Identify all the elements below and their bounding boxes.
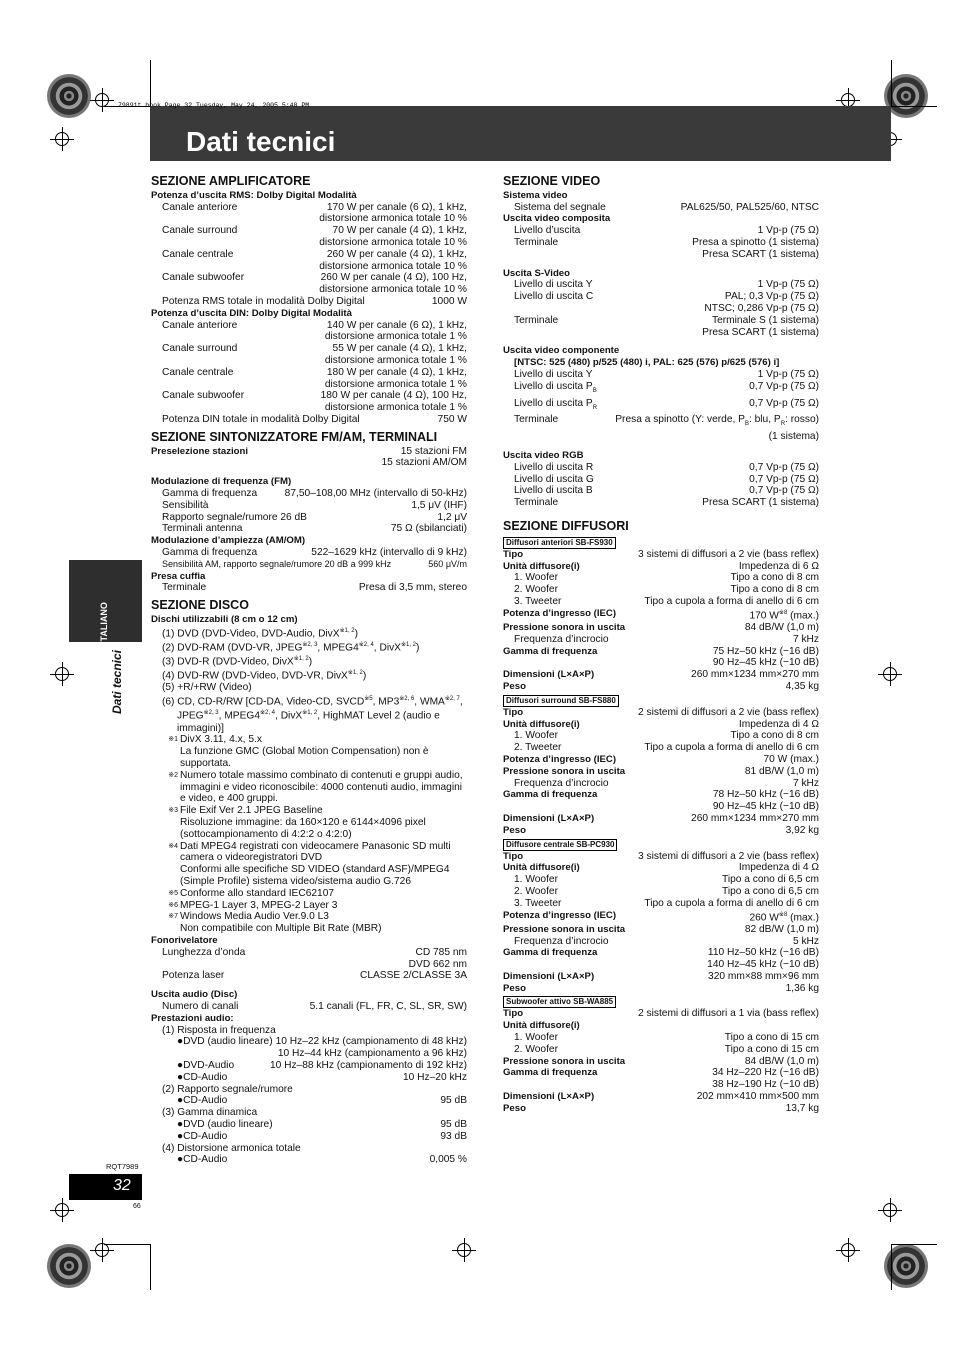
right-column [503, 176, 819, 1115]
speaker-box-center: Diffusore centrale SB-PC930 [503, 839, 617, 851]
spec-row: Canale subwoofer 260 W per canale (4 Ω), 100 Hz, [162, 272, 467, 284]
perf-item: (3) Gamma dinamica [162, 1107, 258, 1119]
spec-row: Potenza RMS totale in modalità Dolby Digital 1000 W [162, 295, 467, 307]
crosshair-icon [90, 88, 114, 112]
spec-row: Canale surround 70 W per canale (4 Ω), 1 kHz, [162, 225, 467, 237]
crosshair-icon [452, 1238, 476, 1262]
spec-row: Peso 4,35 kg [503, 680, 819, 692]
disc-item: (5) +R/+RW (Video) [162, 682, 252, 694]
footnote: ※5 Conforme allo standard IEC62107 [168, 887, 335, 899]
din-title: Potenza d’uscita DIN: Dolby Digital Modalità [151, 307, 352, 319]
speaker-box-subwoofer: Subwoofer attivo SB-WA885 [503, 996, 616, 1008]
crosshair-icon [878, 662, 902, 686]
crosshair-icon [878, 1198, 902, 1222]
spec-row: Unità diffusore(i) Impedenza di 4 Ω [503, 718, 819, 730]
spec-value: distorsione armonica totale 1 % [324, 331, 467, 343]
fm-title: Modulazione di frequenza (FM) [151, 476, 292, 488]
language-tab [69, 560, 142, 642]
footnote: ※1 DivX 3.11, 4.x, 5.x La funzione GMC (Global Motion Compensation) non è supportata. [168, 734, 429, 769]
spec-row: 3. Tweeter Tipo a cupola a forma di anello di 6 cm [514, 596, 819, 607]
spec-row: ●DVD-Audio 10 Hz–88 kHz (campionamento di 192 kHz) [177, 1059, 467, 1071]
perf-item: (2) Rapporto segnale/rumore [162, 1083, 293, 1095]
spec-row: Pressione sonora in uscita 81 dB/W (1,0 m) [503, 765, 819, 777]
registration-dot [47, 1244, 91, 1288]
spec-row: Rapporto segnale/rumore 26 dB 1,2 μV [162, 511, 467, 523]
spec-row: Unità diffusore(i) Impedenza di 4 Ω [503, 862, 819, 874]
spec-row: ●CD-Audio 10 Hz–20 kHz [177, 1071, 467, 1083]
spec-row: ●CD-Audio 0,005 % [177, 1154, 467, 1166]
footnote: ※7 Windows Media Audio Ver.9.0 L3 Non compatibile con Multiple Bit Rate (MBR) [168, 911, 382, 935]
spec-value: DVD 662 nm [408, 958, 467, 970]
disc-item: immagini)] [177, 722, 224, 734]
spec-row: Livello d’uscita 1 Vp-p (75 Ω) [514, 225, 819, 237]
spec-value: 90 Hz–45 kHz (−10 dB) [712, 801, 819, 813]
svideo-title: Uscita S-Video [503, 267, 571, 279]
audio-out-title: Uscita audio (Disc) [151, 989, 238, 1001]
crosshair-icon [90, 1238, 114, 1262]
spec-row: ●DVD (audio lineare) 95 dB [177, 1118, 467, 1130]
registration-dot [47, 74, 91, 118]
spec-row: Terminale Presa a spinotto (Y: verde, $P_B$: blu, $P_R$: rosso) [514, 414, 819, 428]
spec-row: Preselezione stazioni 15 stazioni FM [151, 445, 467, 457]
spec-row: Livello di uscita R 0,7 Vp-p (75 Ω) [514, 461, 819, 473]
spec-value: distorsione armonica totale 10 % [319, 213, 467, 225]
spec-row: Numero di canali 5.1 canali (FL, FR, C, SL, SR, SW) [162, 1000, 467, 1012]
spec-row: Terminali antenna 75 Ω (sbilanciati) [162, 523, 467, 535]
spec-value: Presa SCART (1 sistema) [702, 326, 819, 338]
file-info: 79891t.book Page 32 Tuesday, May 24, 2005 5:48 PM [118, 102, 310, 109]
am-title: Modulazione d’ampiezza (AM/OM) [151, 535, 306, 547]
spec-value: distorsione armonica totale 1 % [324, 354, 467, 366]
spec-row: 2. Woofer Tipo a cono di 6,5 cm [514, 885, 819, 897]
spec-row: Tipo 3 sistemi di diffusori a 2 vie (bass reflex) [503, 850, 819, 862]
spec-row: Potenza laser CLASSE 2/CLASSE 3A [162, 970, 467, 982]
spec-row: 2. Tweeter Tipo a cupola a forma di anello di 6 cm [514, 742, 819, 754]
spec-value: NTSC; 0,286 Vp-p (75 Ω) [704, 302, 819, 314]
spec-row: Potenza DIN totale in modalità Dolby Digital 750 W [162, 413, 467, 425]
header-bar [118, 102, 891, 161]
spec-row: Tipo 3 sistemi di diffusori a 2 vie (bass reflex) [503, 548, 819, 560]
spec-value: 15 stazioni AM/OM [381, 457, 467, 469]
footnote: ※4 Dati MPEG4 registrati con videocamere Panasonic SD multi camera o videoregistratori DVD Conformi alle specifiche SD VIDEO (standard ASF)/MPEG4 (Simple Profile) sistema video/sistema audio G.726 [168, 840, 451, 887]
footnote: ※6 MPEG-1 Layer 3, MPEG-2 Layer 3 [168, 899, 338, 911]
spec-row: Peso 13,7 kg [503, 1102, 819, 1114]
spec-row: Livello di uscita Y 1 Vp-p (75 Ω) [514, 368, 819, 380]
rgb-title: Uscita video RGB [503, 450, 584, 462]
disc-item: (6) CD, CD-R/RW [CD-DA, Video-CD, SVCD$^{※5}$, MP3$^{※2, 6}$, WMA$^{※2, 7}$, [162, 696, 463, 708]
spec-row: Gamma di frequenza 75 Hz–50 kHz (−16 dB) [503, 645, 819, 657]
spec-row: Peso 1,36 kg [503, 982, 819, 994]
video-system-title: Sistema video [503, 189, 568, 201]
footnote: ※3 File Exif Ver 2.1 JPEG Baseline Risoluzione immagine: da 160×120 e 6144×4096 pixel (sottocampionamento di 4:2:2 o 4:2:0) [168, 805, 426, 840]
spec-value: 38 Hz–190 Hz (−10 dB) [712, 1079, 819, 1091]
amplifier-title: SEZIONE AMPLIFICATORE [151, 174, 311, 188]
spec-row: Livello di uscita B 0,7 Vp-p (75 Ω) [514, 485, 819, 497]
disc-item: JPEG$^{※2, 3}$, MPEG4$^{※2, 4}$, DivX$^{※1, 2}$, HighMAT Level 2 (audio e [177, 710, 440, 722]
component-title: Uscita video componente [503, 345, 620, 357]
spec-value: distorsione armonica totale 1 % [324, 378, 467, 390]
crosshair-icon [836, 1238, 860, 1262]
page-number-box [69, 1174, 142, 1200]
spec-row: Livello di uscita $P_R$ 0,7 Vp-p (75 Ω) [514, 397, 819, 411]
spec-row: Peso 3,92 kg [503, 824, 819, 836]
spec-row: Dimensioni (L×A×P) 260 mm×1234 mm×270 mm [503, 812, 819, 824]
spec-value: distorsione armonica totale 10 % [319, 284, 467, 296]
perf-item: (1) Risposta in frequenza [162, 1024, 276, 1036]
pickup-title: Fonorivelatore [151, 934, 218, 946]
speaker-box-surround: Diffusori surround SB-FS880 [503, 695, 619, 707]
spec-row: Unità diffusore(i) [503, 1020, 580, 1032]
spec-row: ●CD-Audio 95 dB [177, 1095, 467, 1107]
spec-row: Sensibilità AM, rapporto segnale/rumore 20 dB a 999 kHz 560 μV/m [162, 558, 467, 569]
perf-title: Prestazioni audio: [151, 1012, 234, 1024]
phones-title: Presa cuffia [151, 570, 206, 582]
spec-row: Dimensioni (L×A×P) 202 mm×410 mm×500 mm [503, 1091, 819, 1103]
spec-value: Presa SCART (1 sistema) [702, 248, 819, 260]
composite-title: Uscita video composita [503, 213, 611, 225]
spec-row: Terminale Terminale S (1 sistema) [514, 314, 819, 326]
spec-row: 1. Woofer Tipo a cono di 8 cm [514, 730, 819, 742]
component-note: [NTSC: 525 (480) p/525 (480) i, PAL: 625 (576) p/625 (576) i] [514, 357, 780, 369]
spec-row: 2. Woofer Tipo a cono di 8 cm [514, 584, 819, 596]
spec-row: 1. Woofer Tipo a cono di 6,5 cm [514, 874, 819, 886]
page-number: 32 [113, 1177, 131, 1194]
tuner-title: SEZIONE SINTONIZZATORE FM/AM, TERMINALI [151, 429, 438, 444]
spec-row: Canale centrale 260 W per canale (4 Ω), 1 kHz, [162, 248, 467, 260]
spec-row: ●CD-Audio 93 dB [177, 1130, 467, 1142]
usable-discs-title: Dischi utilizzabili (8 cm o 12 cm) [151, 613, 298, 625]
spec-row: Livello di uscita Y 1 Vp-p (75 Ω) [514, 279, 819, 291]
spec-value: 140 Hz–45 kHz (−10 dB) [707, 959, 819, 971]
spec-row: Frequenza d’incrocio 7 kHz [514, 633, 819, 645]
spec-row: Pressione sonora in uscita 84 dB/W (1,0 m) [503, 621, 819, 633]
spec-row: Frequenza d’incrocio 7 kHz [514, 777, 819, 789]
spec-row: Dimensioni (L×A×P) 260 mm×1234 mm×270 mm [503, 669, 819, 681]
spec-row: Potenza d’ingresso (IEC) 260 $W^{※8}$ (max.) [503, 909, 819, 923]
spec-value: distorsione armonica totale 10 % [319, 236, 467, 248]
spec-row: Canale surround 55 W per canale (4 Ω), 1 kHz, [162, 343, 467, 355]
spec-row: Gamma di frequenza 522–1629 kHz (intervallo di 9 kHz) [162, 546, 467, 558]
spec-value: (1 sistema) [768, 431, 819, 443]
spec-row: Livello di uscita G 0,7 Vp-p (75 Ω) [514, 473, 819, 485]
disc-item: (4) DVD-RW (DVD-Video, DVD-VR, DivX$^{※1, 2}$) [162, 670, 367, 682]
spec-row: Lunghezza d’onda CD 785 nm [162, 946, 467, 958]
crosshair-icon [50, 662, 74, 686]
spec-row: 2. Woofer Tipo a cono di 15 cm [514, 1043, 819, 1055]
spec-row: Tipo 2 sistemi di diffusori a 1 via (bass reflex) [503, 1008, 819, 1020]
spec-row: Livello di uscita C PAL; 0,3 Vp-p (75 Ω) [514, 291, 819, 303]
section-label: Dati tecnici [110, 650, 124, 715]
spec-row: Canale centrale 180 W per canale (4 Ω), 1 kHz, [162, 366, 467, 378]
spec-row: Sensibilità 1,5 μV (IHF) [162, 499, 467, 511]
crosshair-icon [50, 127, 74, 151]
spec-row: Unità diffusore(i) Impedenza di 6 Ω [503, 560, 819, 572]
spec-row: Terminale Presa di 3,5 mm, stereo [162, 582, 467, 594]
spec-row: 1. Woofer Tipo a cono di 8 cm [514, 572, 819, 584]
footnote: ※2 Numero totale massimo combinato di contenuti e gruppi audio, immagini e video riconoscibile: 4000 contenuti audio, immagini e video, e 400 gruppi. [168, 769, 463, 805]
disc-item: (3) DVD-R (DVD-Video, DivX$^{※1, 2}$) [162, 656, 313, 668]
spec-row: Terminale Presa a spinotto (1 sistema) [514, 236, 819, 248]
video-title: SEZIONE VIDEO [503, 174, 601, 188]
spec-value: 10 Hz–44 kHz (campionamento a 96 kHz) [277, 1048, 467, 1060]
spec-row: Potenza d’ingresso (IEC) 70 W (max.) [503, 753, 819, 765]
spec-row: Terminale Presa SCART (1 sistema) [514, 497, 819, 509]
spec-row: ●DVD (audio lineare) 10 Hz–22 kHz (campionamento di 48 kHz) [177, 1036, 467, 1048]
page-title: Dati tecnici [186, 126, 336, 157]
spec-row: Pressione sonora in uscita 84 dB/W (1,0 m) [503, 1055, 819, 1067]
spec-row: Gamma di frequenza 87,50–108,00 MHz (intervallo di 50-kHz) [162, 487, 467, 499]
language-label: ITALIANO [99, 602, 109, 644]
spec-row: Canale anteriore 170 W per canale (6 Ω), 1 kHz, [162, 201, 467, 213]
spec-value: distorsione armonica totale 1 % [324, 402, 467, 414]
spec-row: Pressione sonora in uscita 82 dB/W (1,0 m) [503, 923, 819, 935]
crosshair-icon [50, 1198, 74, 1222]
spec-row: Potenza d’ingresso (IEC) 170 $W^{※8}$ (max.) [503, 607, 819, 622]
speakers-title: SEZIONE DIFFUSORI [503, 519, 629, 534]
spec-row: Gamma di frequenza 34 Hz–220 Hz (−16 dB) [503, 1067, 819, 1079]
disc-title: SEZIONE DISCO [151, 598, 249, 613]
left-column [151, 176, 467, 1166]
spec-row: Tipo 2 sistemi di diffusori a 2 vie (bass reflex) [503, 706, 819, 718]
spec-row: Gamma di frequenza 110 Hz–50 kHz (−16 dB) [503, 947, 819, 959]
rms-title: Potenza d’uscita RMS: Dolby Digital Modalità [151, 189, 357, 201]
spec-value: distorsione armonica totale 10 % [319, 260, 467, 272]
spec-row: Dimensioni (L×A×P) 320 mm×88 mm×96 mm [503, 970, 819, 982]
spec-row: Frequenza d’incrocio 5 kHz [514, 935, 819, 947]
speaker-box-front: Diffusori anteriori SB-FS930 [503, 537, 616, 549]
spec-row: Canale subwoofer 180 W per canale (4 Ω), 100 Hz, [162, 390, 467, 402]
spec-row: Livello di uscita $P_B$ 0,7 Vp-p (75 Ω) [514, 380, 819, 394]
spec-row: 3. Tweeter Tipo a cupola a forma di anello di 6 cm [514, 897, 819, 909]
spec-row: Gamma di frequenza 78 Hz–50 kHz (−16 dB) [503, 789, 819, 801]
disc-item: (1) DVD (DVD-Video, DVD-Audio, DivX$^{※1, 2}$) [162, 627, 359, 640]
disc-item: (2) DVD-RAM (DVD-VR, JPEG$^{※2, 3}$, MPEG4$^{※2, 4}$, DivX$^{※1, 2}$) [162, 641, 420, 654]
doc-code: RQT7989 [106, 1162, 139, 1171]
spec-row: 1. Woofer Tipo a cono di 15 cm [514, 1032, 819, 1044]
sub-page-number: 66 [133, 1203, 141, 1210]
perf-item: (4) Distorsione armonica totale [162, 1142, 301, 1154]
spec-value: 90 Hz–45 kHz (−10 dB) [712, 657, 819, 669]
spec-row: Sistema del segnale PAL625/50, PAL525/60, NTSC [514, 201, 819, 213]
spec-row: Canale anteriore 140 W per canale (6 Ω), 1 kHz, [162, 319, 467, 331]
